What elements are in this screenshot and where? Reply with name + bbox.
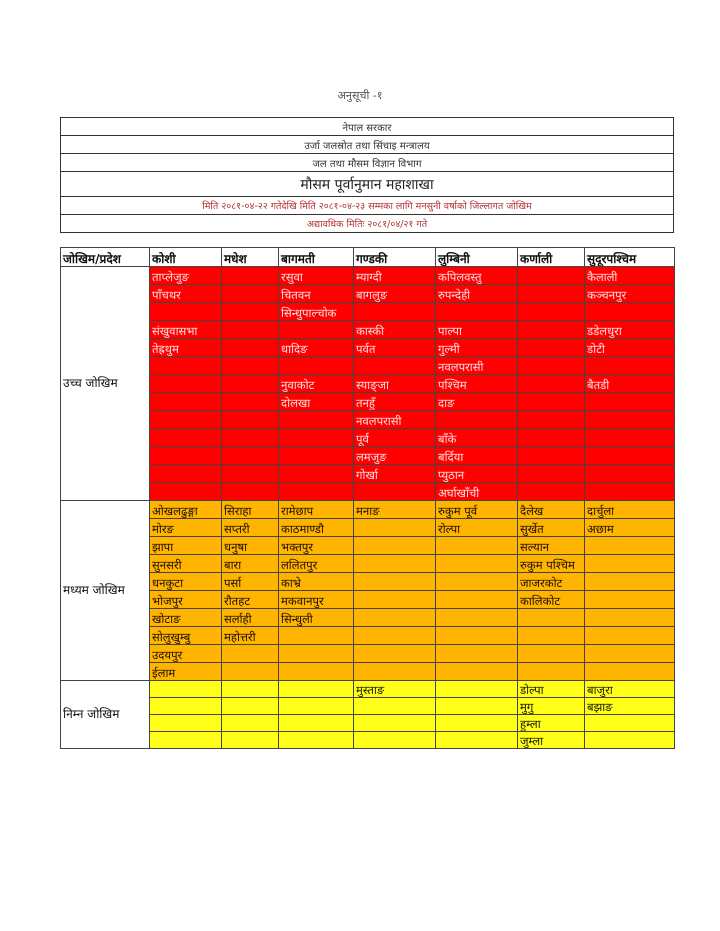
district-cell — [279, 429, 354, 447]
column-header: सुदूरपश्चिम — [585, 248, 675, 267]
govt-title: नेपाल सरकार — [61, 118, 674, 136]
district-cell: भोजपुर — [150, 591, 222, 609]
district-cell — [436, 555, 518, 573]
district-cell: गोर्खा — [354, 465, 436, 483]
district-cell: हुम्ला — [518, 715, 585, 732]
district-cell — [518, 303, 585, 321]
district-cell — [222, 339, 279, 357]
table-row — [61, 537, 675, 555]
district-cell — [354, 591, 436, 609]
table-row — [61, 375, 675, 393]
district-cell — [222, 375, 279, 393]
district-cell — [585, 732, 675, 749]
table-row — [61, 519, 675, 537]
district-cell: डडेलधुरा — [585, 321, 675, 339]
district-cell — [222, 645, 279, 663]
table-row — [61, 321, 675, 339]
district-cell — [518, 483, 585, 501]
district-cell — [222, 698, 279, 715]
table-row — [61, 681, 675, 698]
district-cell: झापा — [150, 537, 222, 555]
district-cell — [585, 537, 675, 555]
district-cell: रौतहट — [222, 591, 279, 609]
table-row — [61, 447, 675, 465]
district-cell — [279, 465, 354, 483]
district-cell — [354, 715, 436, 732]
district-cell — [150, 715, 222, 732]
district-cell — [585, 715, 675, 732]
table-row — [61, 285, 675, 303]
district-cell — [585, 645, 675, 663]
district-cell: खोटाङ — [150, 609, 222, 627]
district-cell — [436, 591, 518, 609]
table-row — [61, 627, 675, 645]
district-cell — [436, 732, 518, 749]
district-cell: भक्तपुर — [279, 537, 354, 555]
district-cell — [436, 645, 518, 663]
district-cell — [585, 447, 675, 465]
district-cell — [436, 609, 518, 627]
table-row — [61, 591, 675, 609]
district-cell — [585, 465, 675, 483]
ministry-title: उर्जा जलस्रोत तथा सिंचाइ मन्त्रालय — [61, 136, 674, 154]
district-cell: लमजुङ — [354, 447, 436, 465]
district-cell — [279, 732, 354, 749]
district-cell — [222, 447, 279, 465]
district-cell: धनुषा — [222, 537, 279, 555]
district-cell — [436, 573, 518, 591]
district-cell — [279, 447, 354, 465]
district-cell — [436, 303, 518, 321]
district-cell: काभ्रे — [279, 573, 354, 591]
table-row — [61, 267, 675, 285]
district-cell — [150, 681, 222, 698]
district-cell — [279, 715, 354, 732]
district-cell: धनकुटा — [150, 573, 222, 591]
district-cell — [518, 429, 585, 447]
district-cell — [150, 393, 222, 411]
district-cell: कपिलवस्तु — [436, 267, 518, 285]
district-cell — [150, 732, 222, 749]
district-cell — [354, 303, 436, 321]
district-cell — [279, 645, 354, 663]
district-cell — [279, 681, 354, 698]
district-cell — [354, 573, 436, 591]
district-cell: सिन्धुपाल्चोक — [279, 303, 354, 321]
district-cell: दाङ — [436, 393, 518, 411]
district-cell — [150, 698, 222, 715]
district-cell: डोल्पा — [518, 681, 585, 698]
district-cell: ताप्लेजुङ — [150, 267, 222, 285]
district-cell — [279, 698, 354, 715]
district-cell: बाजुरा — [585, 681, 675, 698]
table-row — [61, 645, 675, 663]
district-cell — [354, 483, 436, 501]
district-cell — [518, 663, 585, 681]
district-cell — [150, 357, 222, 375]
district-cell: बर्दिया — [436, 447, 518, 465]
district-cell — [585, 573, 675, 591]
district-cell: संखुवासभा — [150, 321, 222, 339]
medium-risk-label: मध्यम जोखिम — [61, 501, 150, 681]
district-cell: मुगु — [518, 698, 585, 715]
column-header: बागमती — [279, 248, 354, 267]
district-cell: महोत्तरी — [222, 627, 279, 645]
column-header: लुम्बिनी — [436, 248, 518, 267]
district-cell: सिन्धुली — [279, 609, 354, 627]
district-cell — [222, 681, 279, 698]
column-header-row — [61, 248, 675, 267]
district-cell: नवलपरासी — [354, 411, 436, 429]
district-cell — [222, 732, 279, 749]
district-cell — [222, 663, 279, 681]
district-cell — [518, 627, 585, 645]
column-header: कोशी — [150, 248, 222, 267]
district-cell: सप्तरी — [222, 519, 279, 537]
district-cell — [518, 393, 585, 411]
column-header: कर्णाली — [518, 248, 585, 267]
district-cell — [354, 357, 436, 375]
high-risk-label: उच्च जोखिम — [61, 267, 150, 501]
district-cell — [222, 483, 279, 501]
district-cell — [436, 715, 518, 732]
district-cell — [354, 519, 436, 537]
district-cell — [150, 303, 222, 321]
department-title: जल तथा मौसम विज्ञान विभाग — [61, 154, 674, 172]
district-cell — [354, 732, 436, 749]
table-row — [61, 411, 675, 429]
table-row — [61, 303, 675, 321]
district-cell: प्युठान — [436, 465, 518, 483]
district-cell — [354, 645, 436, 663]
district-cell — [585, 393, 675, 411]
district-cell: कालिकोट — [518, 591, 585, 609]
column-header: जोखिम/प्रदेश — [61, 248, 150, 267]
column-header: गण्डकी — [354, 248, 436, 267]
district-cell — [354, 663, 436, 681]
table-row — [61, 393, 675, 411]
district-cell: अछाम — [585, 519, 675, 537]
district-cell — [222, 465, 279, 483]
district-cell: सुर्खेत — [518, 519, 585, 537]
district-cell — [518, 267, 585, 285]
risk-table — [60, 247, 675, 749]
district-cell: दार्चुला — [585, 501, 675, 519]
table-row — [61, 698, 675, 715]
district-cell: रोल्पा — [436, 519, 518, 537]
district-cell — [222, 285, 279, 303]
district-cell: म्याग्दी — [354, 267, 436, 285]
column-header: मधेश — [222, 248, 279, 267]
district-cell — [518, 321, 585, 339]
district-cell: मुस्ताङ — [354, 681, 436, 698]
subject-line: मिति २०८१-०४-२२ गतेदेखि मिति २०८१-०४-२३ सम्मका लागि मनसुनी वर्षाको जिल्लागत जोखिम — [61, 197, 674, 215]
annex-label: अनुसूची -१ — [337, 89, 383, 102]
district-cell: स्याङ्जा — [354, 375, 436, 393]
district-cell — [585, 627, 675, 645]
low-risk-label: निम्न जोखिम — [61, 681, 150, 749]
table-row — [61, 609, 675, 627]
district-cell — [436, 537, 518, 555]
table-row — [61, 501, 675, 519]
district-cell — [585, 591, 675, 609]
district-cell — [436, 411, 518, 429]
district-cell — [585, 555, 675, 573]
district-cell — [222, 357, 279, 375]
district-cell — [436, 627, 518, 645]
district-cell: सोलुखुम्बु — [150, 627, 222, 645]
district-cell — [354, 698, 436, 715]
district-cell: डोटी — [585, 339, 675, 357]
table-row — [61, 715, 675, 732]
district-cell: तनहुँ — [354, 393, 436, 411]
district-cell — [279, 663, 354, 681]
district-cell — [222, 715, 279, 732]
district-cell — [150, 465, 222, 483]
district-cell: सुनसरी — [150, 555, 222, 573]
district-cell: रसुवा — [279, 267, 354, 285]
district-cell: काठमाण्डौ — [279, 519, 354, 537]
district-cell: सल्यान — [518, 537, 585, 555]
district-cell — [585, 411, 675, 429]
district-cell — [279, 411, 354, 429]
district-cell — [279, 627, 354, 645]
district-cell — [279, 483, 354, 501]
district-cell: रामेछाप — [279, 501, 354, 519]
district-cell — [354, 627, 436, 645]
district-cell — [279, 357, 354, 375]
table-row — [61, 483, 675, 501]
district-cell: गुल्मी — [436, 339, 518, 357]
district-cell: दोलखा — [279, 393, 354, 411]
district-cell: ओखलढुङ्गा — [150, 501, 222, 519]
district-cell — [150, 375, 222, 393]
district-cell: बैतडी — [585, 375, 675, 393]
district-cell — [518, 285, 585, 303]
district-cell: बझाङ — [585, 698, 675, 715]
district-cell: जाजरकोट — [518, 573, 585, 591]
district-cell — [585, 429, 675, 447]
table-row — [61, 339, 675, 357]
district-cell — [518, 447, 585, 465]
district-cell — [279, 321, 354, 339]
district-cell: नवलपरासी — [436, 357, 518, 375]
district-cell — [585, 357, 675, 375]
district-cell: अर्घाखाँची — [436, 483, 518, 501]
district-cell: ईलाम — [150, 663, 222, 681]
district-cell: तेह्रथुम — [150, 339, 222, 357]
district-cell — [518, 357, 585, 375]
district-cell — [436, 681, 518, 698]
district-cell: चितवन — [279, 285, 354, 303]
updated-date: अद्यावधिक मितिः २०८१/०४/२१ गते — [61, 215, 674, 233]
district-cell: कैलाली — [585, 267, 675, 285]
district-cell: धादिङ — [279, 339, 354, 357]
district-cell — [518, 375, 585, 393]
district-cell — [222, 411, 279, 429]
table-row — [61, 573, 675, 591]
district-cell: कास्की — [354, 321, 436, 339]
district-cell: रुकुम पूर्व — [436, 501, 518, 519]
district-cell — [222, 303, 279, 321]
district-cell: दैलेख — [518, 501, 585, 519]
district-cell: मोरङ — [150, 519, 222, 537]
district-cell: रुकुम पश्चिम — [518, 555, 585, 573]
district-cell — [585, 609, 675, 627]
district-cell — [222, 321, 279, 339]
district-cell — [150, 411, 222, 429]
district-cell — [585, 663, 675, 681]
district-cell: पूर्व — [354, 429, 436, 447]
district-cell: जुम्ला — [518, 732, 585, 749]
district-cell: पाँचथर — [150, 285, 222, 303]
district-cell: पश्चिम — [436, 375, 518, 393]
district-cell — [585, 483, 675, 501]
district-cell — [150, 429, 222, 447]
district-cell: कञ्चनपुर — [585, 285, 675, 303]
district-cell: रुपन्देही — [436, 285, 518, 303]
table-row — [61, 357, 675, 375]
district-cell — [518, 609, 585, 627]
table-row — [61, 429, 675, 447]
division-title: मौसम पूर्वानुमान महाशाखा — [61, 172, 674, 197]
district-cell: पर्वत — [354, 339, 436, 357]
district-cell — [150, 447, 222, 465]
district-cell: नुवाकोट — [279, 375, 354, 393]
district-cell: बागलुङ — [354, 285, 436, 303]
district-cell — [222, 393, 279, 411]
district-cell — [354, 537, 436, 555]
district-cell: ललितपुर — [279, 555, 354, 573]
district-cell — [436, 698, 518, 715]
district-cell: सिराहा — [222, 501, 279, 519]
district-cell: बाँके — [436, 429, 518, 447]
district-cell — [518, 645, 585, 663]
district-cell: बारा — [222, 555, 279, 573]
header-block — [60, 117, 674, 233]
district-cell — [354, 609, 436, 627]
district-cell — [518, 339, 585, 357]
district-cell — [518, 411, 585, 429]
district-cell — [354, 555, 436, 573]
district-cell: उदयपुर — [150, 645, 222, 663]
district-cell — [222, 267, 279, 285]
district-cell — [436, 663, 518, 681]
district-cell — [518, 465, 585, 483]
district-cell: मनाङ — [354, 501, 436, 519]
district-cell: पर्सा — [222, 573, 279, 591]
district-cell — [222, 429, 279, 447]
table-row — [61, 732, 675, 749]
district-cell: पाल्पा — [436, 321, 518, 339]
district-cell: सर्लाही — [222, 609, 279, 627]
table-row — [61, 663, 675, 681]
district-cell: मकवानपुर — [279, 591, 354, 609]
table-row — [61, 465, 675, 483]
district-cell — [585, 303, 675, 321]
table-row — [61, 555, 675, 573]
district-cell — [150, 483, 222, 501]
